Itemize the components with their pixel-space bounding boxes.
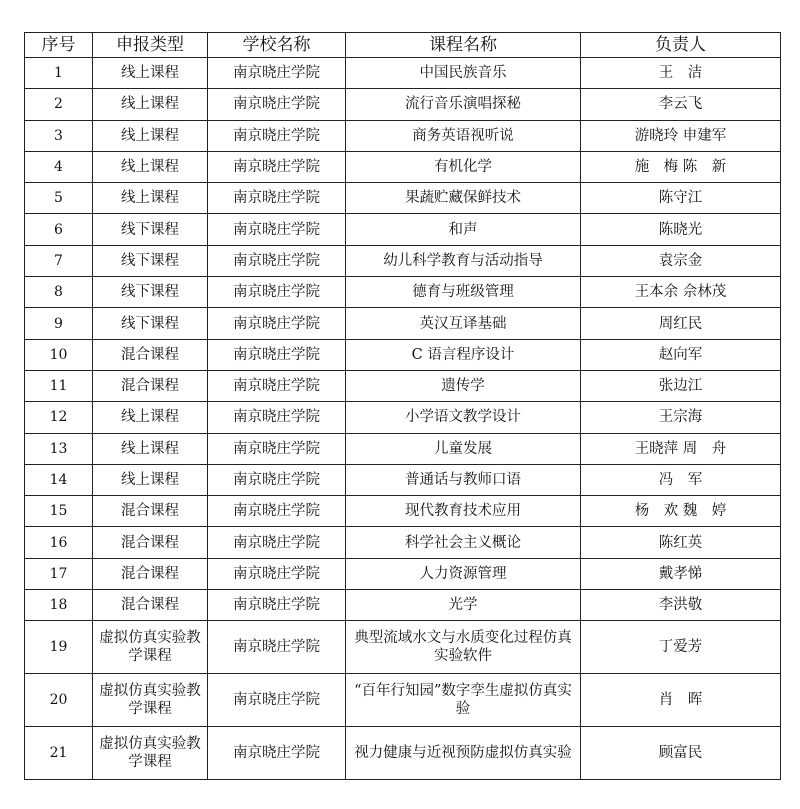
table-row — [25, 151, 781, 182]
table-row — [25, 621, 781, 674]
cell-lead: 王 洁 — [581, 58, 781, 89]
cell-lead: 顾富民 — [581, 727, 781, 780]
cell-course: 幼儿科学教育与活动指导 — [346, 245, 581, 276]
cell-school: 南京晓庄学院 — [208, 89, 346, 120]
cell-course: 典型流域水文与水质变化过程仿真实验软件 — [346, 621, 581, 674]
cell-no: 7 — [25, 245, 93, 276]
cell-school: 南京晓庄学院 — [208, 277, 346, 308]
cell-no: 9 — [25, 308, 93, 339]
cell-no: 13 — [25, 433, 93, 464]
table-row — [25, 120, 781, 151]
table-row — [25, 277, 781, 308]
cell-no: 10 — [25, 339, 93, 370]
cell-no: 6 — [25, 214, 93, 245]
cell-no: 18 — [25, 590, 93, 621]
table-row — [25, 496, 781, 527]
cell-type: 混合课程 — [93, 590, 208, 621]
cell-no: 8 — [25, 277, 93, 308]
cell-course: 德育与班级管理 — [346, 277, 581, 308]
cell-lead: 陈守江 — [581, 183, 781, 214]
table-row — [25, 339, 781, 370]
cell-type: 线上课程 — [93, 464, 208, 495]
table-row — [25, 402, 781, 433]
cell-lead: 游晓玲 申建军 — [581, 120, 781, 151]
cell-course: 英汉互译基础 — [346, 308, 581, 339]
cell-lead: 陈晓光 — [581, 214, 781, 245]
header-no: 序号 — [25, 33, 93, 58]
table-row — [25, 433, 781, 464]
table-row — [25, 464, 781, 495]
cell-school: 南京晓庄学院 — [208, 433, 346, 464]
cell-school: 南京晓庄学院 — [208, 674, 346, 727]
cell-no: 21 — [25, 727, 93, 780]
cell-school: 南京晓庄学院 — [208, 339, 346, 370]
cell-lead: 杨 欢 魏 婷 — [581, 496, 781, 527]
cell-no: 15 — [25, 496, 93, 527]
table-row — [25, 370, 781, 401]
cell-no: 11 — [25, 370, 93, 401]
cell-no: 20 — [25, 674, 93, 727]
cell-school: 南京晓庄学院 — [208, 621, 346, 674]
table-row — [25, 308, 781, 339]
cell-school: 南京晓庄学院 — [208, 402, 346, 433]
cell-school: 南京晓庄学院 — [208, 214, 346, 245]
cell-school: 南京晓庄学院 — [208, 308, 346, 339]
cell-type: 虚拟仿真实验教学课程 — [93, 727, 208, 780]
header-lead: 负责人 — [581, 33, 781, 58]
cell-lead: 戴孝悌 — [581, 558, 781, 589]
cell-school: 南京晓庄学院 — [208, 464, 346, 495]
cell-no: 16 — [25, 527, 93, 558]
cell-lead: 丁爱芳 — [581, 621, 781, 674]
header-course: 课程名称 — [346, 33, 581, 58]
table-row — [25, 590, 781, 621]
cell-school: 南京晓庄学院 — [208, 727, 346, 780]
cell-type: 虚拟仿真实验教学课程 — [93, 621, 208, 674]
cell-course: C 语言程序设计 — [346, 339, 581, 370]
cell-course: 小学语文教学设计 — [346, 402, 581, 433]
cell-lead: 王宗海 — [581, 402, 781, 433]
table-row — [25, 58, 781, 89]
cell-lead: 肖 晖 — [581, 674, 781, 727]
cell-type: 线下课程 — [93, 308, 208, 339]
cell-type: 线上课程 — [93, 433, 208, 464]
cell-lead: 袁宗金 — [581, 245, 781, 276]
cell-type: 线上课程 — [93, 58, 208, 89]
cell-type: 混合课程 — [93, 527, 208, 558]
cell-no: 19 — [25, 621, 93, 674]
cell-type: 线下课程 — [93, 245, 208, 276]
cell-no: 12 — [25, 402, 93, 433]
cell-course: 流行音乐演唱探秘 — [346, 89, 581, 120]
cell-school: 南京晓庄学院 — [208, 527, 346, 558]
cell-school: 南京晓庄学院 — [208, 183, 346, 214]
cell-course: 科学社会主义概论 — [346, 527, 581, 558]
cell-no: 1 — [25, 58, 93, 89]
cell-no: 17 — [25, 558, 93, 589]
cell-type: 线下课程 — [93, 214, 208, 245]
cell-type: 线上课程 — [93, 183, 208, 214]
table-row — [25, 183, 781, 214]
cell-course: 中国民族音乐 — [346, 58, 581, 89]
cell-type: 混合课程 — [93, 339, 208, 370]
table-row — [25, 558, 781, 589]
header-school: 学校名称 — [208, 33, 346, 58]
cell-lead: 王本余 佘林茂 — [581, 277, 781, 308]
cell-course: 有机化学 — [346, 151, 581, 182]
cell-lead: 施 梅 陈 新 — [581, 151, 781, 182]
cell-lead: 王晓萍 周 舟 — [581, 433, 781, 464]
cell-course: 普通话与教师口语 — [346, 464, 581, 495]
cell-type: 混合课程 — [93, 496, 208, 527]
cell-school: 南京晓庄学院 — [208, 120, 346, 151]
cell-school: 南京晓庄学院 — [208, 370, 346, 401]
cell-type: 线上课程 — [93, 402, 208, 433]
cell-type: 线下课程 — [93, 277, 208, 308]
cell-type: 线上课程 — [93, 120, 208, 151]
course-table — [24, 32, 781, 780]
cell-type: 虚拟仿真实验教学课程 — [93, 674, 208, 727]
cell-school: 南京晓庄学院 — [208, 496, 346, 527]
header-row — [25, 33, 781, 58]
table-row — [25, 214, 781, 245]
cell-type: 线上课程 — [93, 151, 208, 182]
cell-lead: 陈红英 — [581, 527, 781, 558]
cell-lead: 李洪敬 — [581, 590, 781, 621]
cell-school: 南京晓庄学院 — [208, 245, 346, 276]
cell-lead: 张边江 — [581, 370, 781, 401]
cell-course: 商务英语视听说 — [346, 120, 581, 151]
table-row — [25, 727, 781, 780]
cell-no: 4 — [25, 151, 93, 182]
cell-course: 人力资源管理 — [346, 558, 581, 589]
cell-school: 南京晓庄学院 — [208, 590, 346, 621]
cell-no: 14 — [25, 464, 93, 495]
cell-lead: 赵向军 — [581, 339, 781, 370]
cell-lead: 李云飞 — [581, 89, 781, 120]
cell-no: 3 — [25, 120, 93, 151]
cell-course: 光学 — [346, 590, 581, 621]
cell-type: 混合课程 — [93, 370, 208, 401]
table-row — [25, 674, 781, 727]
table-row — [25, 527, 781, 558]
cell-course: 果蔬贮藏保鲜技术 — [346, 183, 581, 214]
cell-course: 视力健康与近视预防虚拟仿真实验 — [346, 727, 581, 780]
cell-school: 南京晓庄学院 — [208, 58, 346, 89]
cell-course: 现代教育技术应用 — [346, 496, 581, 527]
cell-lead: 周红民 — [581, 308, 781, 339]
table-row — [25, 89, 781, 120]
table-body — [25, 58, 781, 780]
cell-course: “百年行知园”数字孪生虚拟仿真实验 — [346, 674, 581, 727]
cell-type: 线上课程 — [93, 89, 208, 120]
cell-course: 儿童发展 — [346, 433, 581, 464]
cell-course: 遗传学 — [346, 370, 581, 401]
cell-no: 2 — [25, 89, 93, 120]
cell-course: 和声 — [346, 214, 581, 245]
table-row — [25, 245, 781, 276]
cell-lead: 冯 军 — [581, 464, 781, 495]
cell-school: 南京晓庄学院 — [208, 151, 346, 182]
cell-type: 混合课程 — [93, 558, 208, 589]
cell-no: 5 — [25, 183, 93, 214]
cell-school: 南京晓庄学院 — [208, 558, 346, 589]
header-type: 申报类型 — [93, 33, 208, 58]
